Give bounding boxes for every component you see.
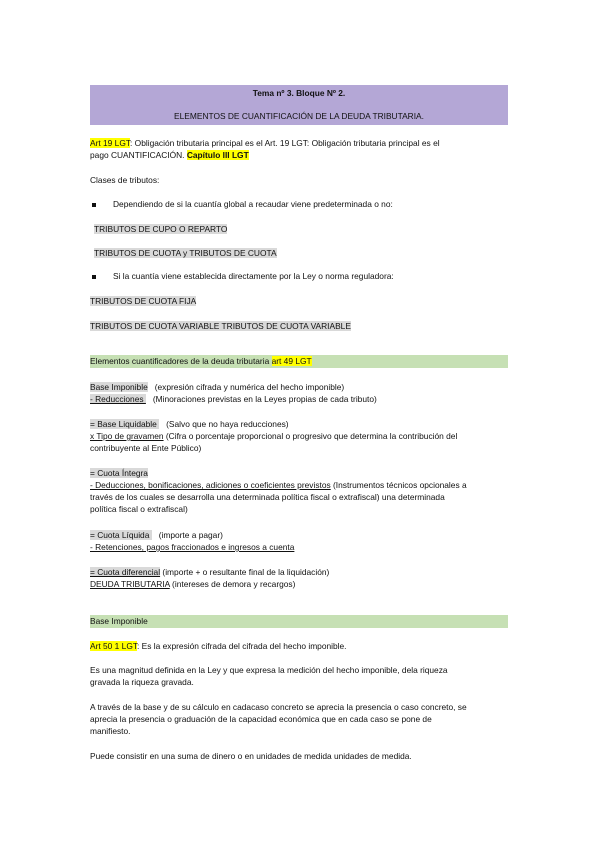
clases-heading: Clases de tributos: bbox=[90, 175, 160, 185]
intro-text-1: : Obligación tributaria principal es el Art. 19 LGT: Obligación tributaria principal es el bbox=[130, 138, 440, 148]
art-50-row bbox=[90, 641, 347, 652]
retenciones-row bbox=[90, 542, 294, 553]
base-imponible-row bbox=[90, 382, 344, 393]
elementos-heading bbox=[90, 356, 312, 367]
deuda-row bbox=[90, 579, 295, 590]
tributos-fija-text: TRIBUTOS DE CUOTA FIJA bbox=[90, 296, 197, 306]
art-50-ref: Art 50 1 LGT bbox=[90, 641, 138, 651]
tributos-variable-text: TRIBUTOS DE CUOTA VARIABLE TRIBUTOS DE CUOTA VARIABLE bbox=[90, 321, 351, 331]
deducciones-row-2: través de los cuales se desarrolla una determinada política fiscal o extrafiscal) una determinada bbox=[90, 492, 445, 502]
base-imponible-term: Base Imponible bbox=[90, 382, 148, 392]
base-imponible-heading: Base Imponible bbox=[90, 616, 148, 626]
tipo-row bbox=[90, 431, 457, 442]
bullet-text-2: Si la cuantía viene establecida directamente por la Ley o norma reguladora: bbox=[113, 271, 394, 281]
document-title: ELEMENTOS DE CUANTIFICACIÓN DE LA DEUDA TRIBUTARIA. bbox=[174, 111, 424, 121]
elementos-heading-text: Elementos cuantificadores de la deuda tributaria bbox=[90, 356, 272, 366]
tributos-cuota bbox=[94, 248, 277, 259]
tributos-variable bbox=[90, 321, 351, 332]
bullet-text-1: Dependiendo de si la cuantía global a recaudar viene predeterminada o no: bbox=[113, 199, 393, 209]
deducciones-row-3: política fiscal o extrafiscal) bbox=[90, 504, 188, 514]
tributos-cupo bbox=[94, 224, 227, 235]
base-liquidable-desc: (Salvo que no haya reducciones) bbox=[166, 419, 289, 429]
tipo-row-2: contribuyente al Ente Público) bbox=[90, 443, 202, 453]
reducciones-row bbox=[90, 394, 377, 405]
cuota-diferencial-desc: (importe + o resultante final de la liquidación) bbox=[160, 567, 330, 577]
retenciones-term: - Retenciones, pagos fraccionados e ingresos a cuenta bbox=[90, 542, 295, 552]
capitulo-ref: Capítulo III LGT bbox=[186, 150, 249, 160]
cuota-integra-term: = Cuota Íntegra bbox=[90, 468, 148, 478]
reducciones-desc: (Minoraciones previstas en la Leyes propias de cada tributo) bbox=[152, 394, 377, 404]
cuota-liquida-row bbox=[90, 530, 223, 541]
base-imponible-desc: (expresión cifrada y numérica del hecho imponible) bbox=[154, 382, 345, 392]
p1-line-2: gravada la riqueza gravada. bbox=[90, 677, 194, 687]
reducciones-term: - Reducciones bbox=[90, 394, 146, 404]
p2-line-2: aprecia la presencia o graduación de la capacidad económica que en cada caso se pone de bbox=[90, 714, 432, 724]
deuda-term: DEUDA TRIBUTARIA bbox=[90, 579, 170, 589]
deducciones-row bbox=[90, 480, 467, 491]
cuota-liquida-desc: (importe a pagar) bbox=[158, 530, 223, 540]
p2-line-3: manifiesto. bbox=[90, 726, 131, 736]
cuota-diferencial-row bbox=[90, 567, 329, 578]
tema-label: Tema nº 3. Bloque Nº 2. bbox=[252, 88, 346, 98]
deducciones-desc-1: (Instrumentos técnicos opcionales a bbox=[330, 480, 467, 490]
base-imponible-band bbox=[90, 615, 508, 628]
tributos-fija bbox=[90, 296, 196, 307]
p1-line-1: Es una magnitud definida en la Ley y que expresa la medición del hecho imponible, dela riqueza bbox=[90, 665, 448, 675]
tributos-cupo-text: TRIBUTOS DE CUPO O REPARTO bbox=[94, 224, 228, 234]
tributos-cuota-text: TRIBUTOS DE CUOTA y TRIBUTOS DE CUOTA bbox=[94, 248, 277, 258]
intro-text-2: pago CUANTIFICACIÓN. bbox=[90, 150, 187, 160]
base-liquidable-term: = Base Liquidable bbox=[90, 419, 160, 429]
intro-line-1 bbox=[90, 138, 440, 149]
base-liquidable-row bbox=[90, 419, 289, 430]
p3-line: Puede consistir en una suma de dinero o en unidades de medida unidades de medida. bbox=[90, 751, 412, 761]
cuota-integra-row bbox=[90, 468, 148, 479]
art-50-text: : Es la expresión cifrada del cifrada del hecho imponible. bbox=[137, 641, 347, 651]
cuota-diferencial-term: = Cuota diferencial bbox=[90, 567, 161, 577]
tipo-desc-1: (Cifra o porcentaje proporcional o progresivo que determina la contribución del bbox=[163, 431, 458, 441]
p2-line-1: A través de la base y de su cálculo en cadacaso concreto se aprecia la presencia o caso concreto, se bbox=[90, 702, 467, 712]
cuota-liquida-term: = Cuota Líquida bbox=[90, 530, 152, 540]
tipo-term: x Tipo de gravamen bbox=[90, 431, 164, 441]
deuda-desc: (intereses de demora y recargos) bbox=[169, 579, 296, 589]
bullet-icon bbox=[92, 203, 96, 207]
intro-line-2 bbox=[90, 150, 249, 161]
bullet-icon bbox=[92, 275, 96, 279]
deducciones-term: - Deducciones, bonificaciones, adiciones o coeficientes previstos bbox=[90, 480, 331, 490]
art-49-ref: art 49 LGT bbox=[271, 356, 312, 366]
art-19-ref: Art 19 LGT bbox=[90, 138, 131, 148]
